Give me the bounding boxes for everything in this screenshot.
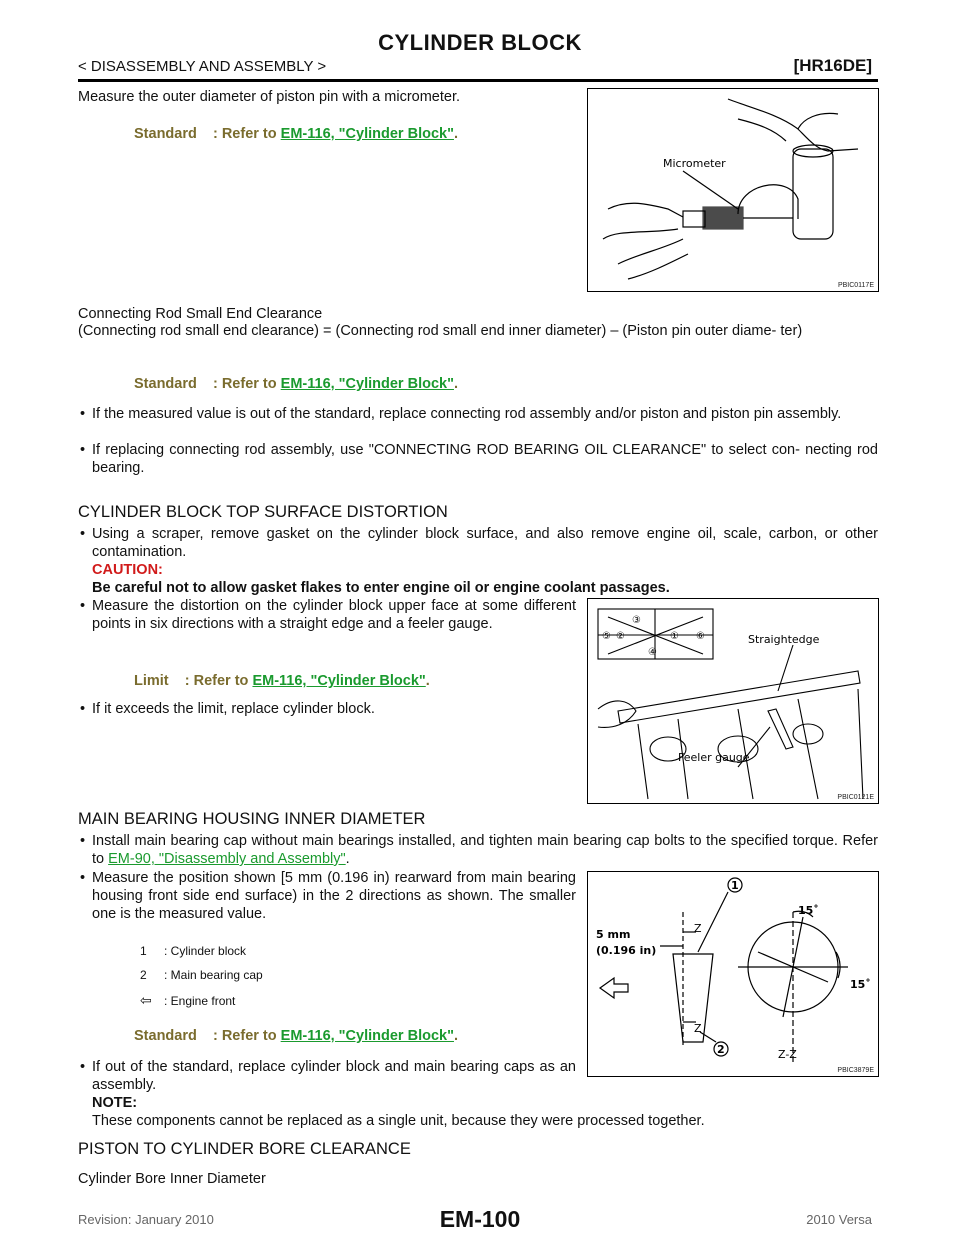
standard-line-1: Standard : Refer to EM-116, "Cylinder Block". <box>134 126 458 142</box>
dimension-mm: 5 mm <box>596 928 631 941</box>
micrometer-label: Micrometer <box>663 157 726 170</box>
bearing-housing-illustration <box>588 872 878 1076</box>
point-label: ④ <box>648 647 657 658</box>
section-heading: MAIN BEARING HOUSING INNER DIAMETER <box>78 810 426 828</box>
callout-2: 2 <box>717 1043 725 1056</box>
list-item: • If it exceeds the limit, replace cylinder block. <box>80 701 375 717</box>
straightedge-label: Straightedge <box>748 633 820 646</box>
angle-label: 15˚ <box>798 904 819 917</box>
caution-label: CAUTION: <box>92 562 163 578</box>
z-label: Z <box>694 922 702 935</box>
angle-label: 15˚ <box>850 978 871 991</box>
legend-item: 2 : Main bearing cap <box>140 968 263 982</box>
micrometer-illustration <box>588 89 878 291</box>
page-title: CYLINDER BLOCK <box>378 30 582 55</box>
header-rule <box>78 79 878 82</box>
dimension-in: (0.196 in) <box>596 944 657 957</box>
subhead-small-end: Connecting Rod Small End Clearance <box>78 306 323 322</box>
list-item: • Install main bearing cap without main bearings installed, and tighten main bearing cap bolts to the specified torque. Refer to EM-90, "Disassembly and Assembly". <box>80 833 878 867</box>
page-number: EM-100 <box>439 1206 521 1232</box>
intro-text: Measure the outer diameter of piston pin with a micrometer. <box>78 89 461 105</box>
section-heading: PISTON TO CYLINDER BORE CLEARANCE <box>78 1140 411 1158</box>
straightedge-illustration <box>588 599 878 803</box>
legend-item: 1 : Cylinder block <box>140 944 247 958</box>
legend <box>140 944 263 1016</box>
list-item: • Measure the position shown [5 mm (0.196 in) rearward from main bearing housing front side end surface) in the 2 directions as shown. The smaller one is the measured value. <box>80 870 576 922</box>
list-item: • Using a scraper, remove gasket on the cylinder block surface, and also remove engine oil, scale, carbon, or other contamination. CAUTION: Be careful not to allow gasket flakes to enter engine oil or engine coolant passages. <box>80 526 878 596</box>
figure-code: PBIC3879E <box>837 1067 874 1074</box>
straightedge-figure <box>587 598 879 804</box>
point-label: ③ <box>632 615 641 626</box>
refer-to: : Refer to <box>212 126 277 142</box>
revision-date: Revision: January 2010 <box>78 1212 214 1227</box>
point-label: ⑤ <box>602 631 611 642</box>
link-em116[interactable]: EM-116, "Cylinder Block" <box>252 673 426 689</box>
legend-item: ⇦ : Engine front <box>140 992 236 1008</box>
point-label: ② <box>616 631 625 642</box>
note-label: NOTE: <box>92 1095 138 1111</box>
engine-code: [HR16DE] <box>793 56 872 75</box>
link-em116[interactable]: EM-116, "Cylinder Block" <box>280 1028 454 1044</box>
link-em116[interactable]: EM-116, "Cylinder Block" <box>280 126 454 142</box>
figure-code: PBIC0117E <box>837 282 874 289</box>
list-item: • If replacing connecting rod assembly, use "CONNECTING ROD BEARING OIL CLEARANCE" to select con- necting rod bearing. <box>80 442 878 476</box>
figure-code: PBIC0121E <box>837 794 874 801</box>
standard-line-3: Standard : Refer to EM-116, "Cylinder Block". <box>134 1028 458 1044</box>
standard-line-2: Standard : Refer to EM-116, "Cylinder Block". <box>134 376 458 392</box>
list-item: • If the measured value is out of the standard, replace connecting rod assembly and/or piston and piston pin assembly. <box>80 406 842 422</box>
point-label: ① <box>670 631 679 642</box>
breadcrumb: < DISASSEMBLY AND ASSEMBLY > <box>78 58 327 75</box>
z-label: Z <box>694 1022 702 1035</box>
caution-text: Be careful not to allow gasket flakes to enter engine oil or engine coolant passages. <box>92 580 670 596</box>
callout-1: 1 <box>731 879 739 892</box>
note-text: These components cannot be replaced as a single unit, because they were processed together. <box>92 1113 705 1129</box>
point-label: ⑥ <box>696 631 705 642</box>
list-item: • Measure the distortion on the cylinder block upper face at some different points in six directions with a straight edge and a feeler gauge. <box>80 598 576 632</box>
subhead-bore: Cylinder Bore Inner Diameter <box>78 1171 266 1187</box>
zz-label: Z-Z <box>778 1048 797 1061</box>
formula-text: (Connecting rod small end clearance) = (Connecting rod small end inner diameter) – (Piston pin outer diame- ter) <box>78 323 803 339</box>
link-em90[interactable]: EM-90, "Disassembly and Assembly" <box>108 851 346 867</box>
feeler-gauge-label: Feeler gauge <box>678 751 750 764</box>
section-heading: CYLINDER BLOCK TOP SURFACE DISTORTION <box>78 503 448 521</box>
limit-line: Limit : Refer to EM-116, "Cylinder Block". <box>134 673 430 689</box>
standard-label: Standard <box>134 126 197 142</box>
arrow-left-icon: ⇦ <box>140 992 152 1008</box>
micrometer-figure <box>587 88 879 292</box>
bearing-housing-figure <box>587 871 879 1077</box>
list-item: • If out of the standard, replace cylinder block and main bearing caps as an assembly. <box>80 1059 576 1093</box>
link-em116[interactable]: EM-116, "Cylinder Block" <box>280 376 454 392</box>
model-year: 2010 Versa <box>806 1212 872 1227</box>
